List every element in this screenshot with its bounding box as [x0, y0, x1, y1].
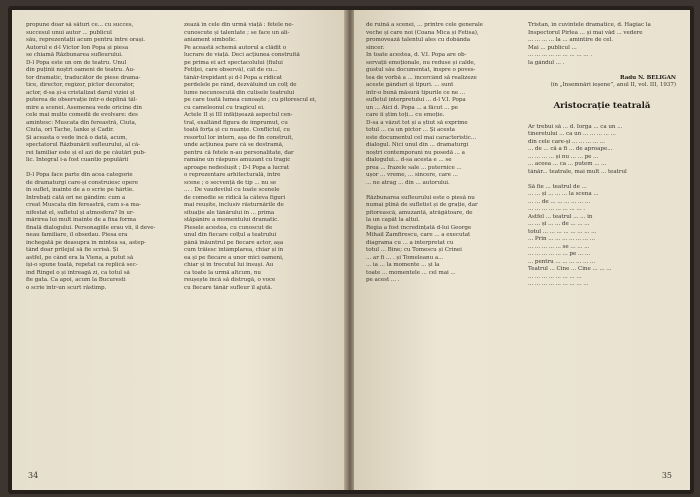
text-line: aproape nedeslușit ; D-l Popa a lucrat [184, 164, 290, 171]
text-line: nifestat el, sufletul și atmosfera? În ur- [26, 209, 135, 216]
text-line: În toate acestea, d. V.I. Popa are ob- [366, 52, 467, 58]
text-line: propune doar să sături ce... cu succes, [26, 22, 134, 28]
text-line [366, 187, 516, 195]
text-line: Răzbunarea sufleurului este o piesă nu [366, 194, 475, 201]
text-line: ... ... ... ... ... se ... ... ... [528, 243, 590, 250]
text-line: o scrie într-un scurt răstimp. [26, 284, 107, 291]
text-line: Ciuta, ori Tache, Ianke și Cadir. [26, 127, 114, 133]
text-line: totul ... ... ... ... ... ... ... ... [528, 228, 597, 235]
text-line: situație ale tânărului în ... prima [184, 209, 275, 216]
text-line: sufletul interpretului ... d-l V.I. Popa [366, 97, 466, 103]
text-line: fie gata. Ca apoi, acum la Bucuresti [26, 277, 126, 283]
text-line: ... pentru ... ... ... ... ... ... [528, 258, 596, 265]
text-line: din cele care-și ... ... ... ... ... [528, 138, 605, 145]
text-line: lume necunoscută din culisele teatrului [184, 89, 295, 96]
text-line: Intrebați câtă ori ne gândim: cum a [26, 194, 126, 201]
text-line: mire a scenei. Asemenea vede oricine din [26, 104, 142, 111]
text-line: cu fiecare tânăr sufleur îl ajută. [184, 284, 273, 291]
text-line: diagrama cu ... a interpretat cu [366, 239, 454, 246]
text-line: ... ... ... ... și nu ... ... pe ... [528, 153, 599, 160]
text-line: totul ... Bine; cu Tomescu și Crinei [366, 247, 462, 253]
text-line: ca toate la urmă altcum, nu [184, 269, 261, 276]
text-line: ramâne un răspuns amuzant cu tragic [184, 157, 291, 163]
text-line: pitorească, amuzantă, atrăgătoare, de [366, 209, 473, 216]
text-line: Regia a fost încredințată d-lui George [366, 224, 472, 231]
text-line: creat Muscata din fereastră, cum s-a ma- [26, 202, 141, 208]
text-line: din puținii noștri oameni de teatru. Au- [26, 67, 135, 73]
right-page-column-2 [528, 22, 676, 462]
text-line: ea și pe fiecare a unor mici oameni, [184, 254, 284, 261]
right-page [354, 10, 690, 490]
text-line: ... ... și ... ... de ... ... ... [528, 221, 590, 227]
text-line [528, 90, 676, 98]
text-line: unul din fiecare colțul a teatrului [184, 232, 277, 238]
text-line: ... ... ... ... ... ... ... ... . [528, 206, 586, 212]
text-line: de comedie se ridică la câteva figuri [184, 194, 286, 201]
text-line: la gândul ... . [528, 59, 565, 66]
text-line: ... ... ... ... ... ... ... ... [528, 273, 582, 280]
text-line: aceste gânduri și tipuri. ... sunt [366, 82, 454, 88]
text-line: Inspectorul Pirlea ... și mai văd ... vedere [528, 29, 643, 36]
text-line: Ar trebui să ... d. Iorga ... ca un ... [528, 123, 623, 130]
text-line: se chiamă Răzbunarea sufleurului. [26, 52, 123, 58]
text-line: tice, director, regizor, pictor decorator, [26, 82, 135, 88]
text-line: ... ar fi ... . și Tomeleanu a... [366, 254, 444, 261]
text-line: sincer. [366, 44, 385, 51]
text-line: într-o bună măsură tipurile ce ne ... [366, 89, 466, 96]
text-line: Autorul e d-l Victor Ion Popa și piesa [26, 44, 129, 51]
text-line: ... ... de ... ... ... ... ... ... [528, 198, 591, 205]
text-line: ... de ... că a fi ... de aproape... [528, 146, 613, 152]
text-line: cu cameleonul cu tragicul ei. [184, 104, 265, 111]
text-line: ind Ringel o și întreagă zi, ca totul să [26, 269, 130, 276]
text-line: Actele II și III înfățișează aspectul cen- [184, 112, 293, 118]
text-line: cum trăiesc întâmplarea, chiar și în [184, 247, 284, 253]
text-line: ... ... ... ... la ... amintire de cel. [528, 37, 614, 43]
text-line: tor dramatic, traducător de piese drama- [26, 74, 141, 81]
text-line: ... aceea ... ca ... putem ... ... [528, 161, 607, 167]
text-line: reușește încă să distrugă, o voce [184, 277, 276, 283]
text-line: stăpânire a momentului dramatic. [184, 217, 279, 223]
text-line: tânăr... teatrale, mai mult ... teatrul [528, 168, 627, 175]
text-line: mărirea lui mult înainte de a fixa forma [26, 217, 136, 223]
text-line: dialogul. Nici unul din ... dramaturgi [366, 142, 469, 148]
text-line: actor, d-sa și-a cristalizat darul viziei și [26, 89, 135, 96]
text-line: este documentul cel mai caracteristic... [366, 134, 477, 141]
author-signature: Radu N. BELIGAN [620, 74, 676, 81]
text-line: ... ... și ... ... ... la scena ... [528, 191, 599, 197]
text-line [528, 67, 676, 75]
open-book [8, 6, 694, 494]
text-line: își-o spune toată, repetat ca replică sec- [26, 262, 138, 268]
text-line: tineretului ... ca un ... ... ... ... ... [528, 131, 616, 137]
text-line [528, 116, 676, 124]
text-line: până înăuntrul pe fiecare actor, așa [184, 239, 284, 246]
text-line: aniament simbolic. [184, 37, 237, 43]
text-line: ușor ... vreme, ... sincere, care ... [366, 172, 458, 178]
text-line: astfel, pe când era la Viena, a putut să [26, 254, 134, 261]
left-page-column-1 [26, 22, 172, 462]
text-line: puterea de observație într-o deplină tăl- [26, 97, 138, 103]
article-title: Aristocrație teatrală [553, 101, 651, 111]
left-page-column-2 [184, 22, 332, 462]
text-line: mai reușite, inclusiv răsturnările de [184, 202, 284, 208]
text-line: un ... Aici d. Popa ... a făcut ... pe [366, 104, 458, 111]
text-line: de dramaturgi care-și construiesc opere [26, 179, 139, 186]
text-line: totul ... ca un pictor ... Și acesta [366, 127, 455, 133]
text-line: ... ... ... ... ... ... pe ... ... [528, 251, 591, 257]
right-page-number: 35 [661, 471, 672, 480]
text-line: chiar și în trecutul lui însuși. Au [184, 262, 274, 268]
text-line: Teatrul ... Cine ... Cine ... ... ... [528, 266, 612, 272]
text-line: D-l Popa face parte din acea categorie [26, 172, 133, 178]
text-line: amintesc: Muscata din fereastră, Ciuta, [26, 119, 137, 126]
text-line: ... . De vaudevilul cu toate scenele [184, 187, 280, 193]
text-line: ... ne atrag ... din ... autorului. [366, 179, 450, 186]
text-line: zează în cele din urmă viață : fetele ne- [184, 22, 294, 28]
text-line: toată forța și cu nuanțe. Conflictul, cu [184, 127, 290, 133]
left-page [12, 10, 346, 490]
text-line: ... Prin ... ... ... ... ... ... ... [528, 236, 595, 242]
text-line: resortul lor intern, așa de fin construit, [184, 134, 294, 141]
text-line: Tristan, în cuvintele dramatice, d. Hagiac la [528, 22, 651, 28]
text-line: tânăr-trepidant și d-l Popa a ridicat [184, 74, 283, 81]
text-line: toate ... momentele ... cel mai ... [366, 269, 456, 276]
text-line: la un capăt la altul. [366, 217, 420, 223]
text-line: D-sa a văzut tot și a știut să exprime [366, 119, 468, 126]
text-line: prea ... frazele sale ... puternice ... [366, 164, 462, 171]
text-line: scene ; o secvență de tip ... nu se [184, 179, 277, 186]
text-line: rei familiar este și el azi de pe căutări pub- [26, 149, 146, 156]
text-line: Pe această schemă autorul a clădit o [184, 44, 287, 51]
right-page-column-1 [366, 22, 516, 462]
text-line: numai plină de sufletist și de grație, dar [366, 202, 478, 208]
text-line: ... ... ... ... ... ... ... ... ... . [528, 52, 592, 58]
text-line: Mihail Zamfirescu, care ... a executat [366, 232, 471, 238]
text-line: său, reprezentații acum pentru între orași. [26, 37, 145, 43]
text-line: pe acest ... . [366, 277, 400, 283]
text-line: Astfel ... teatrul ... ... în [528, 213, 593, 220]
text-line: lucrare de viață. Deci acțiunea construită [184, 52, 300, 58]
text-line: care îi știm toți... cu emoție. [366, 112, 445, 118]
text-line: închegată pe deasupra în mintea sa, astep- [26, 239, 146, 246]
text-line: unde acțiunea pare că se destramă, [184, 142, 284, 148]
text-line [528, 176, 676, 184]
text-line: gustul său documentat, înspre o poves- [366, 67, 476, 73]
text-line: veche și care noi (Coana Mica și Fetisa), [366, 29, 479, 36]
text-line: noștri contemporani nu posedă ... a [366, 149, 465, 156]
text-line: pentru că fetele n-au personalitate, dar [184, 149, 294, 156]
text-line: D-l Popa este un om de teatru. Unul [26, 59, 127, 66]
text-line: Mai ... publicul ... [528, 44, 577, 51]
text-line: tând doar prilejul să fie scrisă. Și [26, 247, 119, 253]
text-line: promovează talentul ales cu dobânda [366, 37, 471, 43]
text-line: o reprezentare arhitecturală, între [184, 172, 281, 178]
text-line: Să fie ... teatrul de ... [528, 183, 587, 190]
text-line: ... ... ... ... ... ... ... ... ... [528, 281, 589, 287]
text-line: neau familiare, îl obsedau. Piesa era [26, 232, 128, 238]
text-line: spectatorul Răzbunării sufleurului, al că- [26, 142, 141, 148]
text-line: pe care toată lumea cunoaște ; cu pitorescul ei, [184, 97, 317, 103]
text-line: de ruină a scenei, ... printre cele generale [366, 22, 483, 28]
text-line: tral, exaltând figura de împrumut, cu [184, 119, 288, 126]
left-page-number: 34 [28, 471, 39, 480]
text-line: cunoscute și talentate ; se face un ali- [184, 29, 290, 36]
text-line: Fetiței, care observă), cât de cu... [184, 67, 278, 73]
text-line [26, 165, 172, 173]
text-line: Piesele acestea, cu cunoscut de [184, 224, 273, 231]
text-line: pe prima ei act spectacolului (fiului [184, 59, 283, 66]
text-line: finală dialogului. Personagiile erau vii, îl deve- [26, 224, 156, 231]
text-line: lic. Integral i-a fost cuantio populării [26, 157, 129, 163]
text-line: ... ia ... la momente ... și la [366, 262, 440, 268]
text-line: în suflet, inainte de a o scrie pe hârtie. [26, 187, 134, 193]
text-line: Și aceasta o vede încă o dată, acum, [26, 134, 128, 141]
text-line: perdelele pe rând, dezvăluind un colț de [184, 82, 297, 88]
source-citation: (în „Însemnări ieșene”, anul II, vol. III, 1937) [550, 82, 676, 88]
text-line: succesul unui autor ... publicul [26, 29, 112, 36]
text-line: tea de vorbă a ... încercând să realizeze [366, 74, 477, 81]
text-line: servații emoționale, nu reduse și calde, [366, 59, 476, 66]
text-line: dialogului... d-sa acesta e ... se [366, 157, 452, 163]
text-line: cele mai multe comedii de evolvare: des [26, 112, 138, 118]
